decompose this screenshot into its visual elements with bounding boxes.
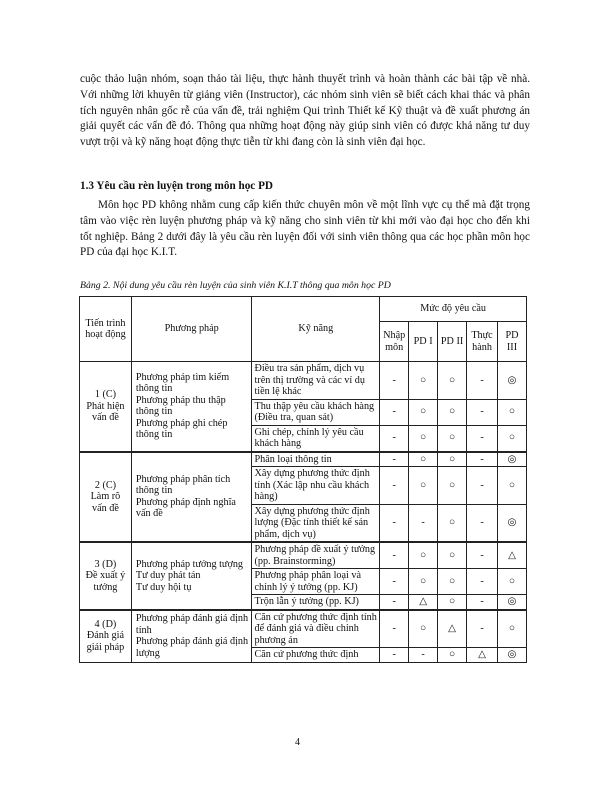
level-cell-pd3: ○ bbox=[498, 610, 527, 648]
level-cell-pd1: ○ bbox=[409, 467, 438, 505]
level-cell-pd3: △ bbox=[498, 542, 527, 569]
header-level-pd1: PD I bbox=[409, 322, 438, 362]
level-cell-pd2: ○ bbox=[438, 648, 467, 663]
header-method: Phương pháp bbox=[131, 297, 252, 362]
level-cell-practice: - bbox=[467, 399, 498, 425]
skill-cell: Điều tra sản phẩm, dịch vụ trên thị trường và các ví dụ tiền lệ khác bbox=[252, 362, 380, 400]
level-cell-pd2: ○ bbox=[438, 542, 467, 569]
level-cell-pd1: ○ bbox=[409, 452, 438, 467]
skill-cell: Xây dựng phương thức định lượng (Đặc tính thiết kế sản phẩm, dịch vụ) bbox=[252, 504, 380, 542]
level-cell-practice: - bbox=[467, 610, 498, 648]
level-cell-practice: - bbox=[467, 452, 498, 467]
body-paragraph-2: Môn học PD không nhằm cung cấp kiến thức chuyên môn về một lĩnh vực cụ thể mà đặt trọng tâm vào việc rèn luyện phương pháp và kỹ năng cho sinh viên từ khi mới vào đại học cho đến khi tốt nghiệp. Bảng 2 dưới đây là yêu cầu rèn luyện đối với sinh viên thông qua các học phần môn học PD của đại học K.I.T. bbox=[80, 199, 530, 259]
level-cell-practice: - bbox=[467, 569, 498, 595]
level-cell-intro: - bbox=[380, 542, 409, 569]
page-number: 4 bbox=[295, 737, 300, 748]
header-level-pd2: PD II bbox=[438, 322, 467, 362]
level-cell-pd2: ○ bbox=[438, 595, 467, 610]
level-cell-pd3: ○ bbox=[498, 425, 527, 452]
level-cell-pd2: ○ bbox=[438, 362, 467, 400]
level-cell-pd1: ○ bbox=[409, 399, 438, 425]
table-row bbox=[80, 452, 527, 467]
section-heading: 1.3 Yêu cầu rèn luyện trong môn học PD bbox=[80, 180, 273, 192]
level-cell-intro: - bbox=[380, 504, 409, 542]
skill-cell: Thu thập yêu cầu khách hàng (Điều tra, quan sát) bbox=[252, 399, 380, 425]
table-row bbox=[80, 610, 527, 648]
level-cell-intro: - bbox=[380, 452, 409, 467]
stage-cell: 3 (D) Đề xuất ý tưởng bbox=[80, 542, 132, 610]
requirements-table bbox=[79, 296, 527, 663]
skill-cell: Xây dựng phương thức định tính (Xác lập nhu cầu khách hàng) bbox=[252, 467, 380, 505]
level-cell-pd1: ○ bbox=[409, 425, 438, 452]
level-cell-intro: - bbox=[380, 648, 409, 663]
level-cell-pd1: △ bbox=[409, 595, 438, 610]
level-cell-pd2: ○ bbox=[438, 569, 467, 595]
level-cell-pd2: ○ bbox=[438, 452, 467, 467]
level-cell-pd3: ○ bbox=[498, 569, 527, 595]
level-cell-practice: - bbox=[467, 425, 498, 452]
header-level-pd3: PD III bbox=[498, 322, 527, 362]
level-cell-intro: - bbox=[380, 467, 409, 505]
level-cell-intro: - bbox=[380, 425, 409, 452]
level-cell-pd3: ○ bbox=[498, 399, 527, 425]
skill-cell: Trộn lẫn ý tưởng (pp. KJ) bbox=[252, 595, 380, 610]
header-level-group: Mức độ yêu cầu bbox=[380, 297, 527, 322]
level-cell-pd1: ○ bbox=[409, 569, 438, 595]
level-cell-pd3: ◎ bbox=[498, 504, 527, 542]
method-cell: Phương pháp đánh giá định tính Phương pháp đánh giá định lượng bbox=[131, 610, 252, 663]
level-cell-intro: - bbox=[380, 610, 409, 648]
level-cell-practice: - bbox=[467, 504, 498, 542]
level-cell-pd1: ○ bbox=[409, 542, 438, 569]
level-cell-practice: - bbox=[467, 362, 498, 400]
level-cell-pd3: ◎ bbox=[498, 648, 527, 663]
level-cell-pd2: △ bbox=[438, 610, 467, 648]
stage-cell: 2 (C) Làm rõ vấn đề bbox=[80, 452, 132, 543]
stage-cell: 4 (D) Đánh giá giải pháp bbox=[80, 610, 132, 663]
table-row bbox=[80, 542, 527, 569]
level-cell-pd1: - bbox=[409, 504, 438, 542]
level-cell-intro: - bbox=[380, 399, 409, 425]
level-cell-pd3: ○ bbox=[498, 467, 527, 505]
level-cell-pd3: ◎ bbox=[498, 362, 527, 400]
table-caption: Bảng 2. Nội dung yêu cầu rèn luyện của sinh viên K.I.T thông qua môn học PD bbox=[80, 280, 391, 291]
body-paragraph-1: cuộc thảo luận nhóm, soạn thảo tài liệu, thực hành thuyết trình và hoàn thành các bài tập về nhà. Với những lời khuyên từ giảng viên (Instructor), các nhóm sinh viên sẽ biết cách khai thác và phân tích nguyên nhân gốc rễ của vấn đề, trải nghiệm Qui trình Thiết kế Kỹ thuật và đề xuất phương án giải quyết các vấn đề đó. Thông qua những hoạt động này giúp sinh viên có được khả năng tư duy vượt trội và kỹ năng hoạt động thực tiễn từ khi đang còn là sinh viên đại học. bbox=[80, 73, 530, 149]
skill-cell: Phương pháp phân loại và chỉnh lý ý tưởng (pp. KJ) bbox=[252, 569, 380, 595]
method-cell: Phương pháp tưởng tượng Tư duy phát tán Tư duy hội tụ bbox=[131, 542, 252, 610]
level-cell-pd1: ○ bbox=[409, 362, 438, 400]
level-cell-practice: - bbox=[467, 542, 498, 569]
level-cell-intro: - bbox=[380, 569, 409, 595]
level-cell-pd3: ◎ bbox=[498, 452, 527, 467]
header-stage: Tiến trình hoạt động bbox=[80, 297, 132, 362]
level-cell-practice: - bbox=[467, 467, 498, 505]
skill-cell: Căn cứ phương thức định tính để đánh giá và điều chỉnh phương án bbox=[252, 610, 380, 648]
method-cell: Phương pháp phân tích thông tin Phương pháp định nghĩa vấn đề bbox=[131, 452, 252, 543]
header-level-intro: Nhập môn bbox=[380, 322, 409, 362]
table-row bbox=[80, 362, 527, 400]
skill-cell: Phương pháp đề xuất ý tưởng (pp. Brainstorming) bbox=[252, 542, 380, 569]
level-cell-pd3: ◎ bbox=[498, 595, 527, 610]
level-cell-pd2: ○ bbox=[438, 399, 467, 425]
header-level-practice: Thực hành bbox=[467, 322, 498, 362]
skill-cell: Phân loại thông tin bbox=[252, 452, 380, 467]
level-cell-intro: - bbox=[380, 362, 409, 400]
level-cell-pd2: ○ bbox=[438, 467, 467, 505]
stage-cell: 1 (C) Phát hiện vấn đề bbox=[80, 362, 132, 452]
level-cell-pd1: - bbox=[409, 648, 438, 663]
level-cell-pd1: ○ bbox=[409, 610, 438, 648]
level-cell-intro: - bbox=[380, 595, 409, 610]
level-cell-practice: △ bbox=[467, 648, 498, 663]
level-cell-pd2: ○ bbox=[438, 504, 467, 542]
method-cell: Phương pháp tìm kiếm thông tin Phương pháp thu thập thông tin Phương pháp ghi chép thông tin bbox=[131, 362, 252, 452]
header-skill: Kỹ năng bbox=[252, 297, 380, 362]
level-cell-pd2: ○ bbox=[438, 425, 467, 452]
skill-cell: Ghi chép, chỉnh lý yêu cầu khách hàng bbox=[252, 425, 380, 452]
level-cell-practice: - bbox=[467, 595, 498, 610]
table-body bbox=[80, 362, 527, 663]
skill-cell: Căn cứ phương thức định bbox=[252, 648, 380, 663]
